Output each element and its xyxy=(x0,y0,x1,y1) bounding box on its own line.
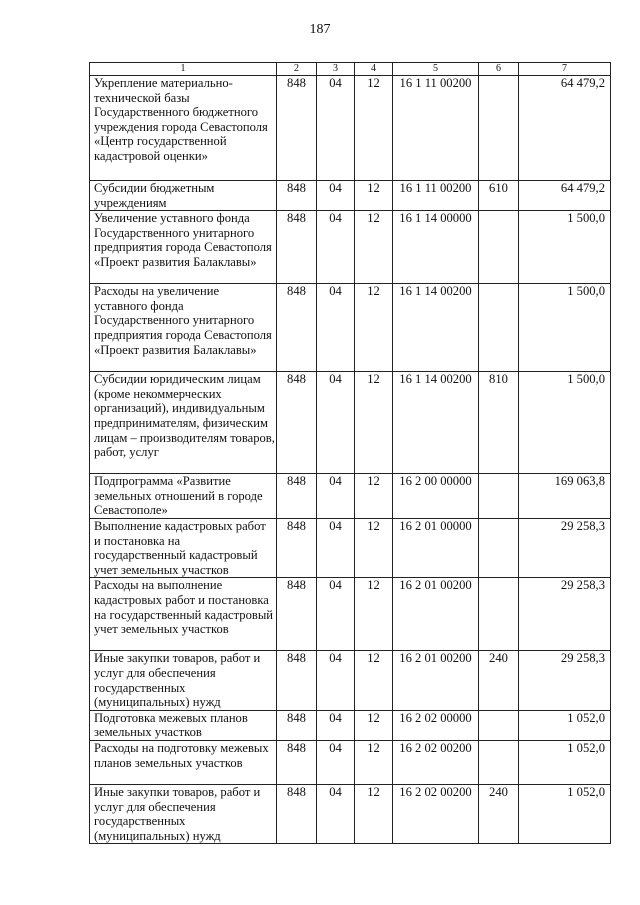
row-amount-cell: 169 063,8 xyxy=(519,474,611,519)
row-section-cell: 04 xyxy=(317,578,355,651)
table-row xyxy=(90,710,611,740)
column-header: 6 xyxy=(479,63,519,76)
row-name-cell: Иные закупки товаров, работ и услуг для обеспечения государственных (муниципальных) нужд xyxy=(90,651,277,710)
row-amount-cell: 1 052,0 xyxy=(519,784,611,843)
budget-table xyxy=(89,62,611,844)
row-ministry-code-cell: 848 xyxy=(277,710,317,740)
column-header: 4 xyxy=(355,63,393,76)
table-row xyxy=(90,372,611,474)
row-subsection-cell: 12 xyxy=(355,784,393,843)
row-section-cell: 04 xyxy=(317,76,355,181)
row-ministry-code-cell: 848 xyxy=(277,651,317,710)
row-target-article-cell: 16 2 02 00200 xyxy=(393,740,479,784)
row-name-cell: Подпрограмма «Развитие земельных отношений в городе Севастополе» xyxy=(90,474,277,519)
table-row xyxy=(90,211,611,284)
row-expense-type-cell: 610 xyxy=(479,181,519,211)
row-section-cell: 04 xyxy=(317,740,355,784)
row-name-cell: Укрепление материально-технической базы Государственного бюджетного учреждения города Севастополя «Центр государственной кадастровой оценки» xyxy=(90,76,277,181)
row-subsection-cell: 12 xyxy=(355,474,393,519)
row-expense-type-cell xyxy=(479,474,519,519)
row-amount-cell: 1 500,0 xyxy=(519,284,611,372)
row-name-cell: Увеличение уставного фонда Государственного унитарного предприятия города Севастополя «Проект развития Балаклавы» xyxy=(90,211,277,284)
row-subsection-cell: 12 xyxy=(355,211,393,284)
row-section-cell: 04 xyxy=(317,474,355,519)
row-name-cell: Субсидии юридическим лицам (кроме некоммерческих организаций), индивидуальным предпринимателям, физическим лицам – производителям товаров, работ, услуг xyxy=(90,372,277,474)
row-amount-cell: 1 500,0 xyxy=(519,211,611,284)
row-target-article-cell: 16 2 02 00000 xyxy=(393,710,479,740)
row-name-cell: Расходы на подготовку межевых планов земельных участков xyxy=(90,740,277,784)
column-header: 7 xyxy=(519,63,611,76)
row-amount-cell: 1 500,0 xyxy=(519,372,611,474)
row-ministry-code-cell: 848 xyxy=(277,518,317,577)
row-name-cell: Расходы на выполнение кадастровых работ и постановка на государственный кадастровый учет земельных участков xyxy=(90,578,277,651)
row-expense-type-cell xyxy=(479,211,519,284)
row-ministry-code-cell: 848 xyxy=(277,740,317,784)
table-row xyxy=(90,784,611,843)
table-row xyxy=(90,740,611,784)
row-amount-cell: 29 258,3 xyxy=(519,651,611,710)
row-section-cell: 04 xyxy=(317,372,355,474)
row-target-article-cell: 16 2 01 00200 xyxy=(393,651,479,710)
column-header: 3 xyxy=(317,63,355,76)
row-expense-type-cell xyxy=(479,284,519,372)
row-section-cell: 04 xyxy=(317,181,355,211)
row-target-article-cell: 16 2 02 00200 xyxy=(393,784,479,843)
row-amount-cell: 29 258,3 xyxy=(519,518,611,577)
row-subsection-cell: 12 xyxy=(355,76,393,181)
table-row xyxy=(90,651,611,710)
row-target-article-cell: 16 2 01 00000 xyxy=(393,518,479,577)
table-row xyxy=(90,181,611,211)
row-name-cell: Выполнение кадастровых работ и постановка на государственный кадастровый учет земельных участков xyxy=(90,518,277,577)
row-ministry-code-cell: 848 xyxy=(277,372,317,474)
column-header: 1 xyxy=(90,63,277,76)
row-subsection-cell: 12 xyxy=(355,710,393,740)
row-ministry-code-cell: 848 xyxy=(277,211,317,284)
column-header: 2 xyxy=(277,63,317,76)
row-amount-cell: 64 479,2 xyxy=(519,76,611,181)
table-row xyxy=(90,518,611,577)
row-target-article-cell: 16 1 14 00000 xyxy=(393,211,479,284)
row-target-article-cell: 16 1 11 00200 xyxy=(393,181,479,211)
row-target-article-cell: 16 2 01 00200 xyxy=(393,578,479,651)
row-amount-cell: 1 052,0 xyxy=(519,710,611,740)
page-number: 187 xyxy=(309,22,331,37)
row-section-cell: 04 xyxy=(317,518,355,577)
row-section-cell: 04 xyxy=(317,211,355,284)
row-name-cell: Расходы на увеличение уставного фонда Государственного унитарного предприятия города Севастополя «Проект развития Балаклавы» xyxy=(90,284,277,372)
row-ministry-code-cell: 848 xyxy=(277,474,317,519)
row-section-cell: 04 xyxy=(317,784,355,843)
row-target-article-cell: 16 1 14 00200 xyxy=(393,284,479,372)
row-expense-type-cell xyxy=(479,740,519,784)
row-target-article-cell: 16 1 11 00200 xyxy=(393,76,479,181)
row-section-cell: 04 xyxy=(317,710,355,740)
row-amount-cell: 1 052,0 xyxy=(519,740,611,784)
table-row xyxy=(90,284,611,372)
row-subsection-cell: 12 xyxy=(355,372,393,474)
column-header: 5 xyxy=(393,63,479,76)
row-amount-cell: 64 479,2 xyxy=(519,181,611,211)
row-subsection-cell: 12 xyxy=(355,518,393,577)
table-row xyxy=(90,474,611,519)
row-name-cell: Иные закупки товаров, работ и услуг для обеспечения государственных (муниципальных) нужд xyxy=(90,784,277,843)
row-subsection-cell: 12 xyxy=(355,651,393,710)
row-target-article-cell: 16 1 14 00200 xyxy=(393,372,479,474)
row-expense-type-cell xyxy=(479,710,519,740)
row-subsection-cell: 12 xyxy=(355,578,393,651)
table-body xyxy=(90,76,611,844)
row-ministry-code-cell: 848 xyxy=(277,578,317,651)
header-row xyxy=(90,63,611,76)
row-expense-type-cell: 240 xyxy=(479,651,519,710)
row-subsection-cell: 12 xyxy=(355,284,393,372)
row-section-cell: 04 xyxy=(317,651,355,710)
row-subsection-cell: 12 xyxy=(355,181,393,211)
row-subsection-cell: 12 xyxy=(355,740,393,784)
row-expense-type-cell xyxy=(479,518,519,577)
table-row xyxy=(90,578,611,651)
row-expense-type-cell: 810 xyxy=(479,372,519,474)
row-expense-type-cell xyxy=(479,578,519,651)
row-amount-cell: 29 258,3 xyxy=(519,578,611,651)
row-ministry-code-cell: 848 xyxy=(277,784,317,843)
row-expense-type-cell: 240 xyxy=(479,784,519,843)
row-target-article-cell: 16 2 00 00000 xyxy=(393,474,479,519)
row-ministry-code-cell: 848 xyxy=(277,181,317,211)
row-section-cell: 04 xyxy=(317,284,355,372)
row-name-cell: Субсидии бюджетным учреждениям xyxy=(90,181,277,211)
row-ministry-code-cell: 848 xyxy=(277,284,317,372)
row-name-cell: Подготовка межевых планов земельных участков xyxy=(90,710,277,740)
row-expense-type-cell xyxy=(479,76,519,181)
table-header xyxy=(90,63,611,76)
table-row xyxy=(90,76,611,181)
row-ministry-code-cell: 848 xyxy=(277,76,317,181)
